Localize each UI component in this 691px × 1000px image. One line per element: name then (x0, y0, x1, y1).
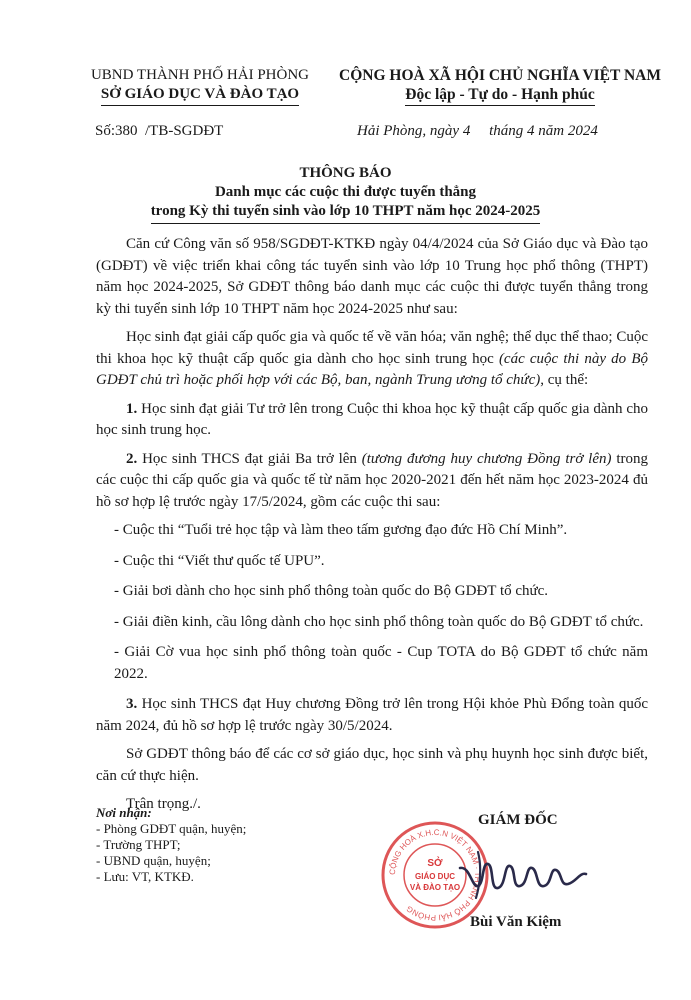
document-date: Hải Phòng, ngày 4 tháng 4 năm 2024 (357, 123, 598, 139)
contest-2: - Cuộc thi “Viết thư quốc tế UPU”. (114, 552, 325, 569)
recipient-item: - UBND quận, huyện; (96, 853, 211, 868)
paragraph-closing: Sở GDĐT thông báo để các cơ sở giáo dục, học sinh và phụ huynh học sinh được biết, căn cứ thực hiện. (96, 746, 648, 784)
document-body (96, 234, 648, 823)
regards: Trân trọng./. (126, 796, 201, 812)
signer-title: GIÁM ĐỐC (478, 812, 558, 828)
issuer-block (70, 66, 330, 106)
contest-5: - Giải Cờ vua học sinh phổ thông toàn quốc - Cup TOTA do Bộ GDĐT tổ chức năm 2022. (114, 644, 648, 682)
document-number: Số:380 /TB-SGDĐT (95, 123, 224, 139)
recipient-item: - Lưu: VT, KTKĐ. (96, 869, 194, 884)
paragraph-scope: Học sinh đạt giải cấp quốc gia và quốc tế về văn hóa; văn nghệ; thể dục thể thao; Cuộc thi khoa học kỹ thuật cấp quốc gia dành cho học sinh trung học (các cuộc thi này do Bộ GDĐT chủ trì hoặc phối hợp với các Bộ, ban, ngành Trung ương tổ chức), cụ thể: (96, 329, 648, 388)
item-3: 3. Học sinh THCS đạt Huy chương Đồng trở lên trong Hội khỏe Phù Đổng toàn quốc năm 2024, đủ hồ sơ hợp lệ trước ngày 30/5/2024. (96, 696, 648, 734)
contest-4: - Giải điền kinh, cầu lông dành cho học sinh phổ thông toàn quốc do Bộ GDĐT tổ chức. (114, 613, 644, 630)
recipient-item: - Phòng GDĐT quận, huyện; (96, 821, 247, 836)
svg-text:CỘNG HOÀ X.H.C.N VIỆT NAM · TH: CỘNG HOÀ X.H.C.N VIỆT NAM · THÀNH PHỐ HẢI PHÒNG (387, 827, 483, 923)
paragraph-basis: Căn cứ Công văn số 958/SGDĐT-KTKĐ ngày 04/4/2024 của Sở Giáo dục và Đào tạo (GDĐT) về việc triển khai công tác tuyển sinh vào lớp 10 Trung học phổ thông (THPT) năm học 2024-2025, Sở GDĐT thông báo danh mục các cuộc thi được tuyển thẳng trong kỳ thi tuyển sinh lớp 10 THPT năm học 2024-2025 như sau: (96, 236, 648, 317)
title-line2: Danh mục các cuộc thi được tuyển thẳng (214, 184, 477, 200)
svg-text:SỞ: SỞ (427, 858, 443, 869)
document-title (0, 164, 691, 224)
recipients-block (96, 805, 246, 885)
nation-motto: Độc lập - Tự do - Hạnh phúc (405, 85, 594, 106)
contest-1: - Cuộc thi “Tuổi trẻ học tập và làm theo tấm gương đạo đức Hồ Chí Minh”. (114, 522, 568, 538)
item-1: 1. Học sinh đạt giải Tư trở lên trong Cuộc thi khoa học kỹ thuật cấp quốc gia dành cho học sinh trung học. (96, 400, 648, 438)
svg-text:VÀ ĐÀO TẠO: VÀ ĐÀO TẠO (409, 883, 461, 892)
recipients-title: Nơi nhận: (96, 805, 152, 820)
issuer-line1: UBND THÀNH PHỐ HẢI PHÒNG (90, 67, 310, 83)
item-2: 2. Học sinh THCS đạt giải Ba trở lên (tương đương huy chương Đồng trở lên) trong các cuộc thi cấp quốc gia và quốc tế từ năm học 2020-2021 đến hết năm học 2023-2024 đủ hồ sơ hợp lệ trước ngày 17/5/2024, gồm các cuộc thi sau: (96, 450, 649, 510)
handwritten-signature-icon (452, 838, 602, 908)
nation-block (320, 66, 680, 106)
signer-name: Bùi Văn Kiệm (470, 914, 562, 930)
title-line1: THÔNG BÁO (299, 165, 392, 181)
issuer-line2: SỞ GIÁO DỤC VÀ ĐÀO TẠO (101, 85, 299, 106)
svg-text:GIÁO DỤC: GIÁO DỤC (415, 872, 455, 881)
contest-3: - Giải bơi dành cho học sinh phổ thông toàn quốc do Bộ GDĐT tổ chức. (114, 583, 549, 599)
title-line3: trong Kỳ thi tuyển sinh vào lớp 10 THPT năm học 2024-2025 (151, 202, 541, 224)
recipient-item: - Trường THPT; (96, 837, 181, 852)
nation-line1: CỘNG HOÀ XÃ HỘI CHỦ NGHĨA VIỆT NAM (339, 67, 661, 84)
